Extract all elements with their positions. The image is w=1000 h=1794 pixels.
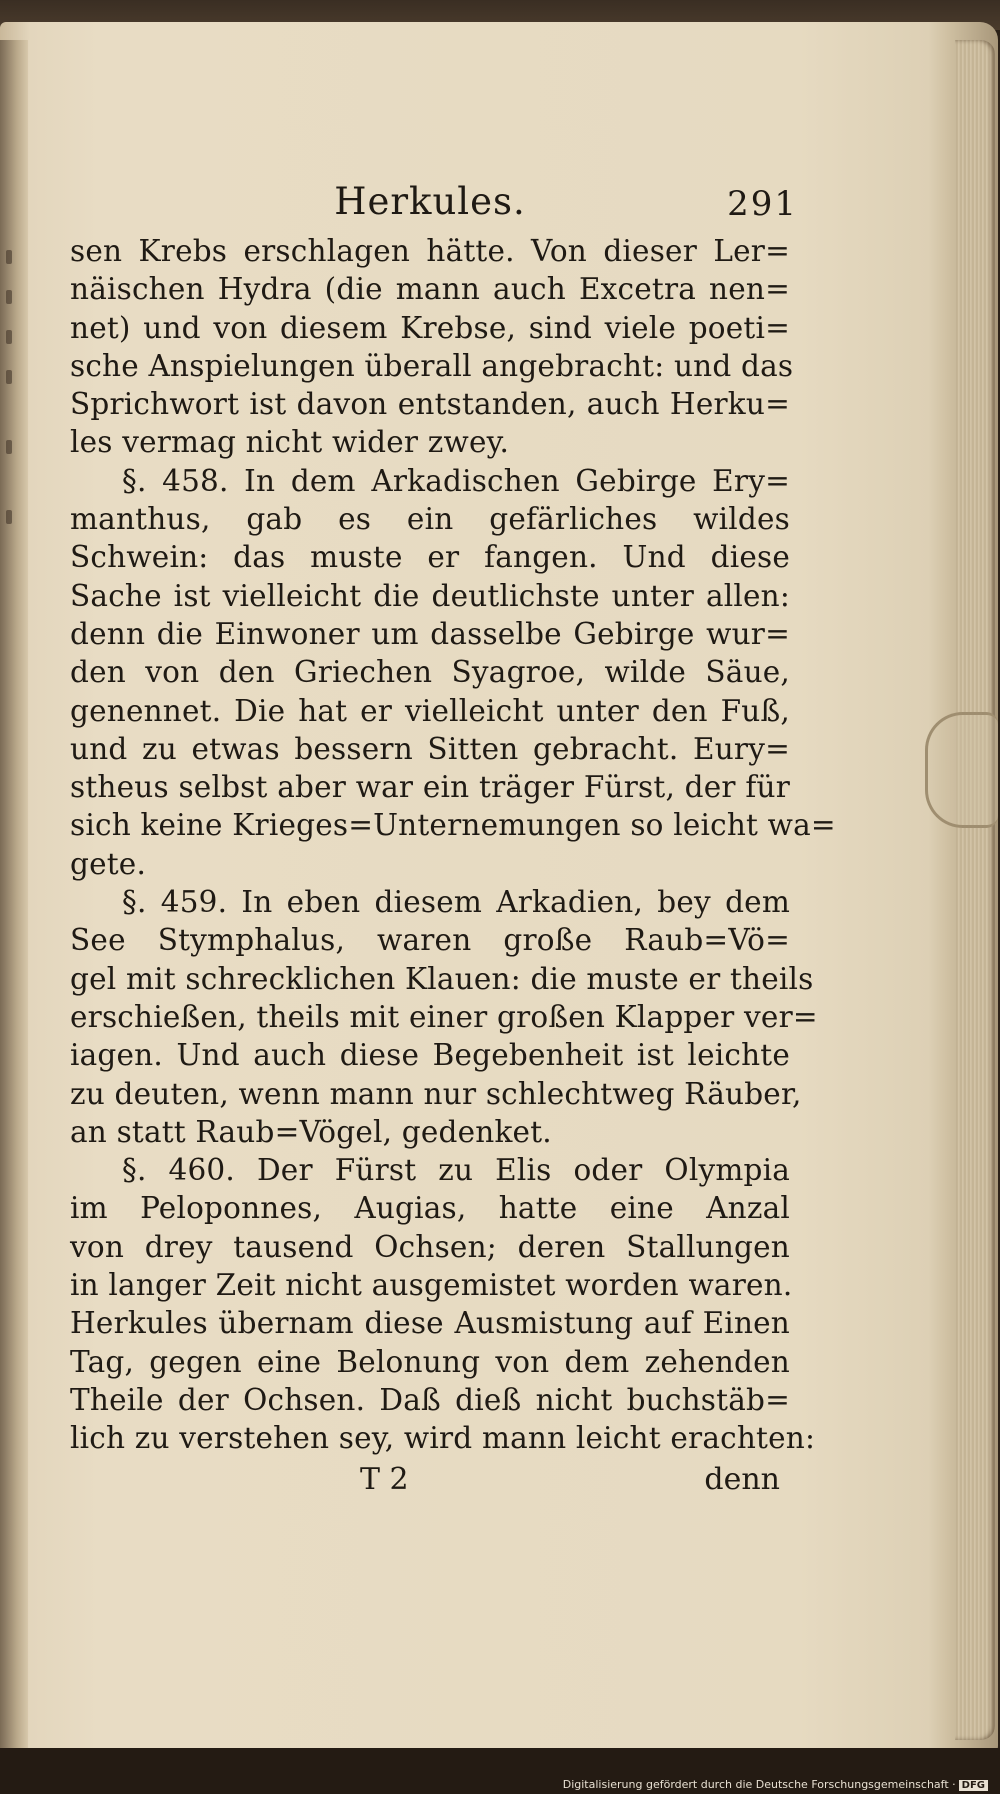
credit-text: Digitalisierung gefördert durch die Deutsche Forschungsgemeinschaft · [562, 1778, 956, 1791]
gutter-mark [6, 440, 12, 454]
gutter-mark [6, 370, 12, 384]
gutter-mark [6, 250, 12, 264]
text-line: §. 460. Der Fürst zu Elis oder Olympia [122, 1153, 790, 1188]
page-header [70, 178, 798, 232]
text-line: von drey tausend Ochsen; deren Stallungen [70, 1229, 790, 1264]
text-line: sich keine Krieges=Unternemungen so leicht wa= [70, 808, 836, 843]
gutter-mark [6, 290, 12, 304]
text-line: denn die Einwoner um dasselbe Gebirge wur= [70, 616, 790, 651]
text-line: im Peloponnes, Augias, hatte eine Anzal [70, 1191, 790, 1226]
book-gutter [0, 40, 28, 1750]
text-line: iagen. Und auch diese Begebenheit ist leichte [70, 1038, 790, 1073]
text-line: net) und von diesem Krebse, sind viele poeti= [70, 310, 790, 345]
page-number: 291 [727, 184, 798, 224]
text-line: an statt Raub=Vögel, gedenket. [70, 1114, 552, 1149]
text-line: Herkules übernam diese Ausmistung auf Einen [70, 1306, 790, 1341]
text-line: Sache ist vielleicht die deutlichste unter allen: [70, 578, 790, 613]
text-line: näischen Hydra (die mann auch Excetra nen= [70, 272, 790, 307]
text-line: sche Anspielungen überall angebracht: und das [70, 348, 794, 383]
book-clasp [925, 712, 998, 828]
text-line: lich zu verstehen sey, wird mann leicht erachten: [70, 1421, 816, 1456]
text-line: in langer Zeit nicht ausgemistet worden waren. [70, 1268, 793, 1303]
page-footer [70, 1460, 790, 1500]
text-line: den von den Griechen Syagroe, wilde Säue, [70, 655, 790, 690]
digitization-credit [563, 1778, 988, 1791]
signature-mark: T 2 [360, 1461, 409, 1497]
gutter-mark [6, 330, 12, 344]
text-line: les vermag nicht wider zwey. [70, 425, 510, 460]
page-edge-stack [955, 40, 995, 1740]
gutter-mark [6, 510, 12, 524]
running-title: Herkules. [334, 180, 526, 223]
text-line: manthus, gab es ein gefärliches wildes [70, 502, 790, 537]
text-line: §. 458. In dem Arkadischen Gebirge Ery= [122, 463, 790, 498]
dfg-logo: DFG [959, 1780, 988, 1791]
text-line: erschießen, theils mit einer großen Klapper ver= [70, 999, 818, 1034]
text-line: sen Krebs erschlagen hätte. Von dieser Ler= [70, 234, 790, 268]
text-line: Schwein: das muste er fangen. Und diese [70, 540, 790, 575]
text-line: gete. [70, 846, 147, 881]
text-line: Theile der Ochsen. Daß dieß nicht buchstäb= [70, 1382, 790, 1417]
text-line: und zu etwas bessern Sitten gebracht. Eury= [70, 731, 790, 766]
text-line: gel mit schrecklichen Klauen: die muste er theils [70, 961, 814, 996]
text-line: zu deuten, wenn mann nur schlechtweg Räuber, [70, 1076, 802, 1111]
text-line: Tag, gegen eine Belonung von dem zehenden [70, 1344, 790, 1379]
text-lines [70, 232, 836, 1458]
text-line: Sprichwort ist davon entstanden, auch Herku= [70, 387, 790, 422]
catchword: denn [704, 1461, 780, 1497]
text-line: See Stymphalus, waren große Raub=Vö= [70, 923, 790, 958]
text-line: genennet. Die hat er vielleicht unter den Fuß, [70, 693, 790, 728]
text-line: stheus selbst aber war ein träger Fürst, der für [70, 770, 790, 805]
page-text-block [70, 178, 836, 1500]
text-line: §. 459. In eben diesem Arkadien, bey dem [122, 885, 790, 920]
